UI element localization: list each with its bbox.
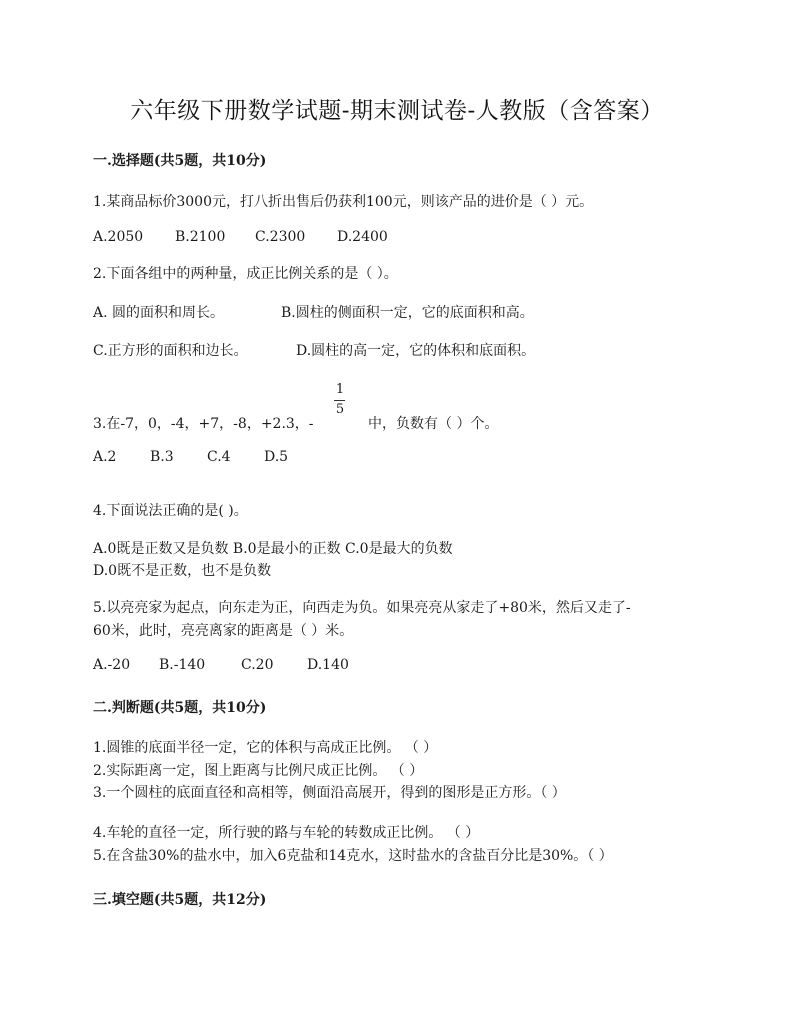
option-a: A.2 [93, 449, 117, 465]
section-heading-choice: 一.选择题(共5题，共10分) [93, 153, 267, 169]
question-2-option-b: B.圆柱的侧面积一定，它的底面积和高。 [281, 305, 534, 321]
section-heading-fill: 三.填空题(共5题，共12分) [93, 892, 267, 908]
page-title: 六年级下册数学试题-期末测试卷-人教版（含答案） [130, 98, 664, 124]
option-b: B.2100 [175, 229, 226, 245]
question-3-options [93, 449, 288, 465]
judge-item: 1.圆锥的底面半径一定，它的体积与高成正比例。 （ ） [93, 740, 438, 756]
question-5-text-line-2: 60米，此时，亮亮离家的距离是（ ）米。 [93, 623, 354, 639]
question-5-text-line-1: 5.以亮亮家为起点，向东走为正，向西走为负。如果亮亮从家走了+80米，然后又走了- [93, 600, 631, 616]
option-c: C.20 [241, 657, 274, 673]
question-3-text-before: 3.在-7，0，-4，+7，-8，+2.3，- [93, 416, 314, 432]
question-2-option-c: C.正方形的面积和边长。 [93, 343, 248, 359]
question-4-options-line-2: D.0既不是正数，也不是负数 [93, 563, 272, 579]
judge-item: 5.在含盐30%的盐水中，加入6克盐和14克水，这时盐水的含盐百分比是30%。（ ） [93, 848, 613, 864]
option-b: B.-140 [159, 657, 206, 673]
option-d: D.5 [264, 449, 289, 465]
question-3-text-after: 中，负数有（ ）个。 [368, 416, 499, 432]
question-2-option-d: D.圆柱的高一定，它的体积和底面积。 [296, 343, 536, 359]
judge-item: 2.实际距离一定，图上距离与比例尺成正比例。 （ ） [93, 763, 424, 779]
question-5-options [93, 657, 349, 673]
judge-item: 3.一个圆柱的底面直径和高相等，侧面沿高展开，得到的图形是正方形。（ ） [93, 785, 566, 801]
option-d: D.2400 [337, 229, 388, 245]
option-b: B.3 [150, 449, 174, 465]
option-c: C.2300 [255, 229, 306, 245]
question-1-options [93, 229, 388, 245]
section-heading-judge: 二.判断题(共5题，共10分) [93, 700, 267, 716]
question-2-text: 2.下面各组中的两种量，成正比例关系的是（ ）。 [93, 266, 398, 282]
option-c: C.4 [207, 449, 231, 465]
fraction-bar [334, 400, 345, 401]
question-2-option-a: A. 圆的面积和周长。 [93, 305, 225, 321]
fraction-numerator: 1 [335, 382, 345, 397]
question-1-text: 1.某商品标价3000元，打八折出售后仍获利100元，则该产品的进价是（ ）元。 [93, 194, 594, 210]
question-4-options-line-1: A.0既是正数又是负数 B.0是最小的正数 C.0是最大的负数 [93, 541, 453, 557]
question-4-text: 4.下面说法正确的是( )。 [93, 503, 248, 519]
option-a: A.-20 [93, 657, 131, 673]
option-d: D.140 [307, 657, 349, 673]
fraction-denominator: 5 [335, 402, 345, 417]
judge-item: 4.车轮的直径一定，所行驶的路与车轮的转数成正比例。 （ ） [93, 825, 480, 841]
option-a: A.2050 [93, 229, 144, 245]
